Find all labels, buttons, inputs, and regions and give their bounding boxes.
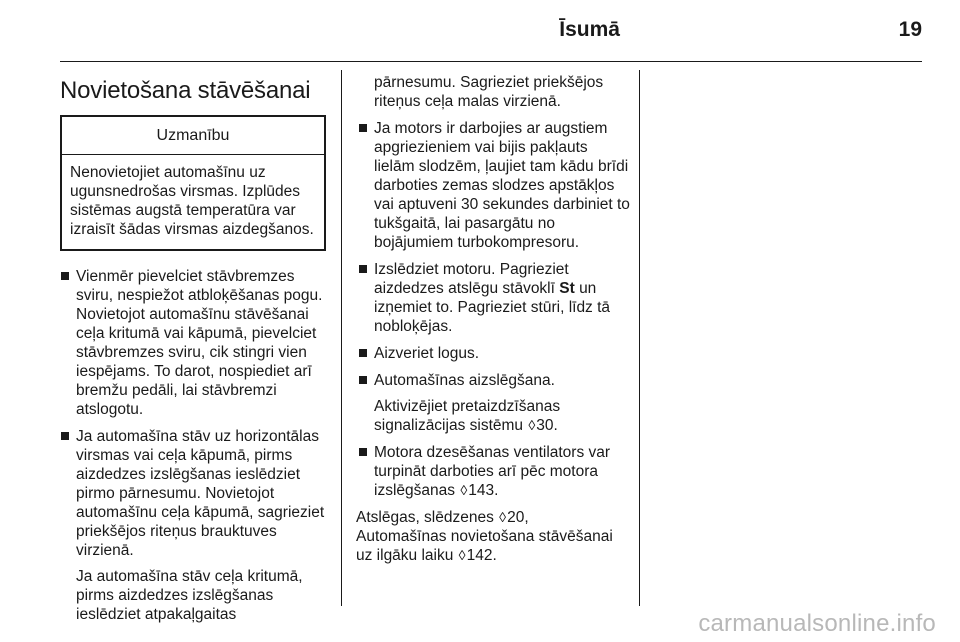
list-item-text: Motora dzesēšanas ventilators var turpināt darboties arī pēc motora izslēgšanas [374, 444, 611, 499]
bullet-square-icon [359, 349, 367, 357]
header-rule [60, 61, 922, 62]
watermark: carmanualsonline.info [698, 610, 936, 637]
warning-box [60, 115, 326, 251]
bullet-square-icon [359, 376, 367, 384]
list-item [358, 119, 630, 252]
column-divider-2 [639, 70, 640, 606]
bullet-square-icon [61, 272, 69, 280]
ignition-position-label: St [559, 280, 575, 297]
warning-text: Nenovietojiet automašīnu uz ugunsnedrošas virsmas. Izplūdes sistēmas augstā temperatūra var izraisīt šādas virsmas aizdegšanos. [70, 164, 314, 238]
cross-reference [356, 527, 630, 565]
list-item-text: Izslēdziet motoru. Pagrieziet aizdedzes atslēgu stāvoklī [374, 261, 569, 297]
column-divider-1 [341, 70, 342, 606]
page-title: Novietošana stāvēšanai [60, 77, 311, 104]
cross-reference-text: Atslēgas, slēdzenes [356, 509, 494, 526]
list-item [358, 260, 630, 336]
continued-text: pārnesumu. Sagrieziet priekšējos riteņus ceļa malas virzienā. [374, 74, 604, 110]
list-item-text: Vienmēr pievelciet stāvbremzes sviru, nespiežot atbloķēšanas pogu. Novietojot automašīnu stāvēšanai ceļa kritumā vai kāpumā, pievelciet stāvbremzes sviru, cik stingri vien iespējams. To darot, nospiediet arī bremžu pedāli, lai stāvbremzi atslogotu. [76, 268, 323, 418]
list-item-subparagraph: Ja automašīna stāv ceļa kritumā, pirms aizdedzes izslēgšanas ieslēdziet atpakaļgaitas [76, 568, 303, 623]
left-column [60, 70, 326, 632]
page-reference-link[interactable]: 142. [466, 547, 497, 564]
list-item [60, 267, 326, 419]
bullet-square-icon [359, 448, 367, 456]
list-item-subparagraph [374, 397, 630, 435]
page-reference-icon: ◊ [460, 482, 468, 498]
cross-reference [356, 508, 630, 527]
page-reference-icon: ◊ [499, 509, 507, 525]
list-item [358, 443, 630, 500]
warning-title: Uzmanību [156, 127, 230, 144]
list-item-text: un izņemiet to. Pagrieziet stūri, līdz tā nobloķējas. [374, 280, 611, 335]
instruction-list-2 [358, 119, 630, 500]
list-item [358, 344, 630, 363]
instruction-list-1 [60, 267, 326, 624]
page-reference-link[interactable]: 20, [507, 509, 529, 526]
list-item-text: Ja automašīna stāv uz horizontālas virsmas vai ceļa kāpumā, pirms aizdedzes izslēgšanas ieslēdziet pirmo pārnesumu. Novietojot automašīnu ceļa kāpumā, sagrieziet priekšējos riteņus brauktuves virzienā. [76, 428, 325, 559]
list-item [60, 427, 326, 624]
bullet-square-icon [359, 265, 367, 273]
page-reference-link[interactable]: 143. [468, 482, 499, 499]
section-title: Īsumā [559, 18, 620, 41]
page-number: 19 [898, 18, 922, 41]
page-reference-icon: ◊ [458, 547, 466, 563]
list-item-text: Automašīnas aizslēgšana. [374, 372, 555, 389]
subparagraph-text: Aktivizējiet pretaizdzīšanas signalizācijas sistēmu [374, 398, 561, 434]
list-item-text: Aizveriet logus. [374, 345, 480, 362]
list-item-text: Ja motors ir darbojies ar augstiem apgriezieniem vai bijis pakļauts lielām slodzēm, ļaujiet tam kādu brīdi darboties zemas slodzes apstākļos vai aptuveni 30 sekundes darbiniet to tukšgaitā, lai pasargātu no bojājumiem turbokompresoru. [374, 120, 630, 251]
middle-column [358, 70, 630, 565]
cross-reference-text: Automašīnas novietošana stāvēšanai uz ilgāku laiku [356, 528, 613, 564]
bullet-square-icon [61, 432, 69, 440]
page-reference-link[interactable]: 30. [536, 417, 558, 434]
list-item [358, 371, 630, 435]
page-reference-icon: ◊ [528, 417, 536, 433]
bullet-square-icon [359, 124, 367, 132]
